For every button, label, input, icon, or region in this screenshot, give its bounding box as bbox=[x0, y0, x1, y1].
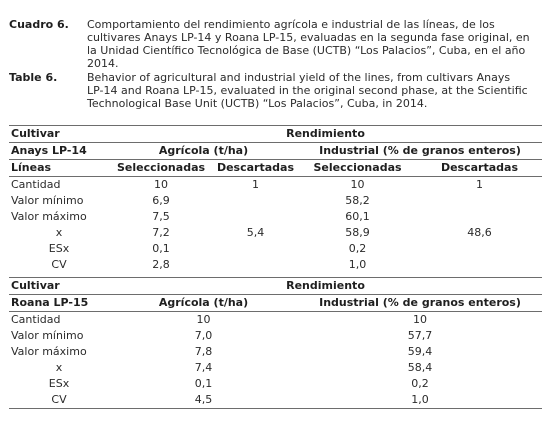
caption-spanish-text bbox=[87, 18, 541, 70]
cell-value: 0,1 bbox=[194, 377, 213, 390]
cell-value bbox=[213, 193, 298, 209]
header-agricola: Agrícola (t/ha) bbox=[109, 143, 298, 160]
header-descartadas: Descartadas bbox=[213, 160, 298, 177]
cell-value: 2,8 bbox=[152, 258, 170, 271]
row-label: x bbox=[55, 361, 63, 374]
header-seleccionadas: Seleccionadas bbox=[298, 160, 417, 177]
row-label: Valor mínimo bbox=[11, 194, 84, 207]
cell-value: 58,9 bbox=[345, 226, 370, 239]
table-row bbox=[9, 177, 542, 194]
cell-value: 1,0 bbox=[298, 392, 542, 409]
table-row bbox=[9, 360, 542, 376]
caption-line: Technological Base Unit (UCTB) “Los Palacios”, Cuba, in 2014. bbox=[87, 97, 428, 110]
cell-value: 6,9 bbox=[152, 194, 170, 207]
cell-value: 10 bbox=[413, 313, 427, 326]
caption-english-text bbox=[87, 71, 541, 110]
cell-value: 7,4 bbox=[194, 361, 213, 374]
cell-value: 10 bbox=[196, 313, 211, 326]
header-industrial: Industrial (% de granos enteros) bbox=[298, 295, 542, 312]
cell-value: 1 bbox=[476, 178, 483, 191]
cell-value: 7,5 bbox=[152, 210, 170, 223]
cell-value bbox=[213, 257, 298, 273]
cell-value: 60,1 bbox=[345, 210, 370, 223]
header-cultivar: Cultivar bbox=[9, 278, 109, 295]
cell-value bbox=[417, 257, 542, 273]
caption-english-label: Table 6. bbox=[9, 71, 58, 84]
cell-value: 48,6 bbox=[467, 226, 492, 239]
cell-value: 7,8 bbox=[194, 345, 213, 358]
row-label: Cantidad bbox=[11, 178, 61, 191]
table-row bbox=[9, 344, 542, 360]
caption-line: cultivares Anays LP-14 y Roana LP-15, evaluadas en la segunda fase original, en bbox=[87, 31, 530, 44]
table-row bbox=[9, 257, 542, 273]
header-descartadas: Descartadas bbox=[417, 160, 542, 177]
cell-value: 7,2 bbox=[152, 226, 170, 239]
header-cultivar: Cultivar bbox=[9, 126, 109, 143]
cell-value: 1,0 bbox=[348, 258, 367, 271]
caption-line: Behavior of agricultural and industrial yield of the lines, from cultivars Anays bbox=[87, 71, 511, 84]
header-industrial: Industrial (% de granos enteros) bbox=[298, 143, 542, 160]
cell-value: 57,7 bbox=[407, 329, 433, 342]
header-cultivar-name: Anays LP-14 bbox=[9, 143, 109, 160]
cell-value: 0,1 bbox=[152, 242, 170, 255]
cell-value bbox=[417, 241, 542, 257]
cell-value bbox=[417, 193, 542, 209]
row-label: Valor mínimo bbox=[11, 329, 84, 342]
caption-spanish bbox=[9, 18, 541, 70]
row-label: Cantidad bbox=[11, 313, 61, 326]
cell-value: 0,2 bbox=[348, 242, 367, 255]
cell-value bbox=[213, 241, 298, 257]
caption-spanish-label: Cuadro 6. bbox=[9, 18, 69, 31]
row-label: Valor máximo bbox=[11, 210, 87, 223]
caption-english bbox=[9, 71, 541, 110]
table-roana bbox=[9, 277, 542, 409]
cell-value bbox=[417, 209, 542, 225]
header-rendimiento: Rendimiento bbox=[109, 126, 542, 143]
table-row bbox=[9, 241, 542, 257]
table-row bbox=[9, 312, 542, 329]
table-anays bbox=[9, 125, 542, 273]
row-label: ESx bbox=[48, 242, 70, 255]
header-rendimiento: Rendimiento bbox=[109, 278, 542, 295]
table-row bbox=[9, 392, 542, 409]
row-label: CV bbox=[9, 392, 109, 409]
caption-line: la Unidad Científico Tecnológica de Base (UCTB) “Los Palacios”, Cuba, en el año bbox=[87, 44, 526, 57]
header-lineas: Líneas bbox=[9, 160, 109, 177]
row-label: x bbox=[55, 226, 63, 239]
row-label: CV bbox=[51, 258, 67, 271]
table-row bbox=[9, 193, 542, 209]
table-row bbox=[9, 225, 542, 241]
cell-value: 5,4 bbox=[246, 226, 265, 239]
cell-value: 10 bbox=[154, 178, 168, 191]
cell-value bbox=[213, 209, 298, 225]
cell-value: 59,4 bbox=[407, 345, 433, 358]
cell-value: 0,2 bbox=[411, 377, 429, 390]
caption-line: LP-14 and Roana LP-15, evaluated in the original second phase, at the Scientific bbox=[87, 84, 528, 97]
cell-value: 10 bbox=[350, 178, 365, 191]
cell-value: 58,4 bbox=[407, 361, 433, 374]
cell-value: 58,2 bbox=[345, 194, 370, 207]
cell-value: 7,0 bbox=[194, 329, 213, 342]
caption-line: 2014. bbox=[87, 57, 119, 70]
table-row bbox=[9, 328, 542, 344]
caption-line: Comportamiento del rendimiento agrícola e industrial de las líneas, de los bbox=[87, 18, 495, 31]
cell-value: 4,5 bbox=[109, 392, 298, 409]
header-seleccionadas: Seleccionadas bbox=[109, 160, 213, 177]
table-row bbox=[9, 376, 542, 392]
header-agricola: Agrícola (t/ha) bbox=[109, 295, 298, 312]
row-label: Valor máximo bbox=[11, 345, 87, 358]
row-label: ESx bbox=[48, 377, 70, 390]
header-cultivar-name: Roana LP-15 bbox=[9, 295, 109, 312]
table-row bbox=[9, 209, 542, 225]
cell-value: 1 bbox=[252, 178, 259, 191]
